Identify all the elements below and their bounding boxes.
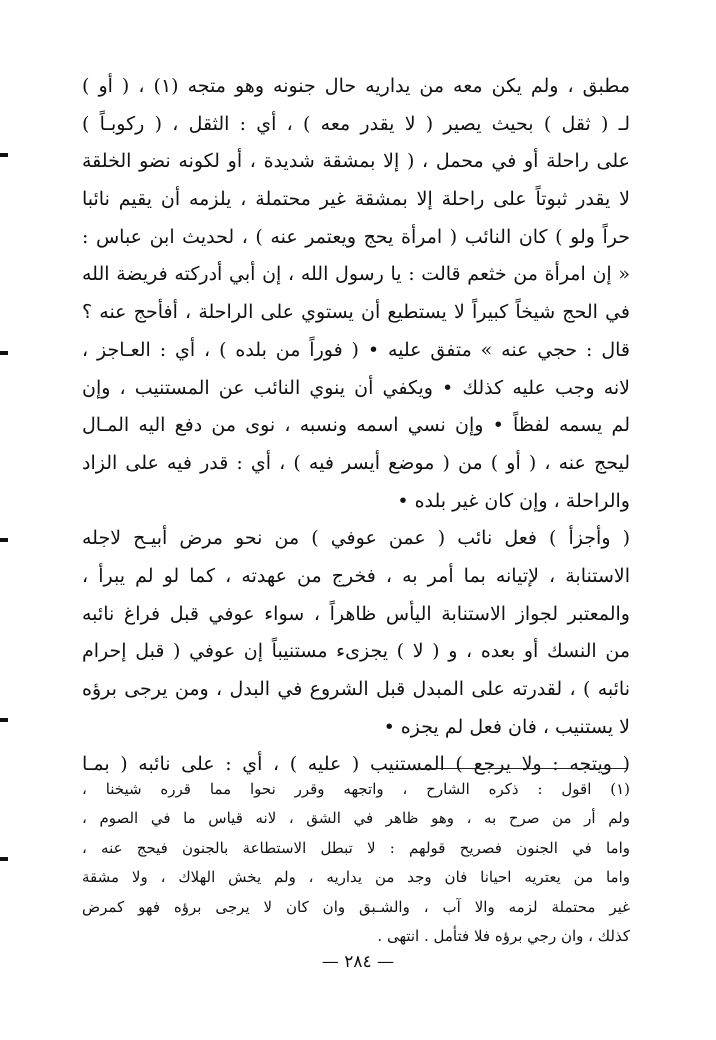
footnote-separator [418,768,628,769]
footnote-line: غير محتملة لزمه والا آب ، والشـبق وان كان لا يرجى برؤه فهو كمرض [82,897,630,916]
margin-mark [0,857,8,861]
text-line: الاستنابة ، لإتيانه بما أمر به ، فخرج من عهدته ، كما لو لم يبرأ ، [82,564,630,587]
footnote-line: ولم أر من صرح به ، وهو ظاهر في الشق ، لانه قياس ما في الصوم ، [82,809,630,828]
margin-mark [0,538,8,542]
text-line: حراً ولو ) كان النائب ( امرأة يحج ويعتمر عنه ) ، لحديث ابن عباس : [82,225,630,248]
margin-mark [0,153,8,157]
text-line: لم يسمه لفظاً • وإن نسي اسمه ونسبه ، نوى من دفع اليه المـال [82,414,630,437]
text-line: لـ ( ثقل ) بحيث يصير ( لا يقدر معه ) ، أي : الثقل ، ( ركوبـاً ) [82,112,630,135]
page-number: — ٢٨٤ — [321,952,395,972]
text-line: « إن امرأة من خثعم قالت : يا رسول الله ، إن أبي أدركته فريضة الله [82,263,630,286]
text-line: مطبق ، ولم يكن معه من يداريه حال جنونه وهو متجه (١) ، ( أو ) [82,75,630,97]
text-line: على راحلة أو في محمل ، ( إلا بمشقة شديدة ، أو لكونه نضو الخلقة [82,150,630,173]
footnote-line: واما في الجنون فصريح قولهم : لا تبطل الاستطاعة بالجنون فيحج عنه ، [82,838,630,857]
text-line: لا يستنيب ، فان فعل لم يجزه • [383,715,630,738]
footnote-line: واما من يعتريه احيانا فان وجد من يداريه ، ولم يخش الهلاك ، ولا مشقة [82,868,630,887]
margin-mark [0,351,8,355]
text-line: من النسك أو بعده ، و ( لا ) يجزىء مستنيباً إن عوفي ( قبل إحرام [82,640,630,663]
main-text [82,68,630,784]
text-line: ( ويتجه : ولا يرجع ) المستنيب ( عليه ) ، أي : على نائبه ( بمـا [82,753,630,776]
footnote-line: كذلك ، وان رجي برؤه فلا فتأمل . انتهى . [377,926,630,945]
text-line: لانه وجب عليه كذلك • ويكفي أن ينوي النائب عن المستنيب ، وإن [82,376,630,399]
text-line: ( وأجزأ ) فعل نائب ( عمن عوفي ) من نحو مرض أبيـح لاجله [82,527,630,550]
text-line: والراحلة ، وإن كان غير بلده • [397,489,630,512]
text-line: قال : حجي عنه » متفق عليه • ( فوراً من بلده ) ، أي : العـاجز ، [82,338,630,361]
margin-mark [0,718,8,722]
text-line: لا يقدر ثبوتاً على راحلة إلا بمشقة غير محتملة ، يلزمه أن يقيم نائبا [82,188,630,211]
text-line: ليحج عنه ، ( أو ) من ( موضع أيسر فيه ) ، أي : قدر فيه على الزاد [82,451,630,474]
text-line: في الحج شيخاً كبيراً لا يستطيع أن يستوي على الراحلة ، أفأحج عنه ؟ [82,301,630,324]
text-line: نائبه ) ، لقدرته على المبدل قبل الشروع في البدل ، ومن يرجى برؤه [82,678,630,700]
text-line: والمعتبر لجواز الاستنابة اليأس ظاهراً ، سواء عوفي قبل فراغ نائبه [82,602,630,625]
footnote-line: (١) اقول : ذكره الشارح ، واتجهه وقرر نحوا مما قرره شيخنا ، [82,780,630,798]
footnotes [82,775,630,951]
